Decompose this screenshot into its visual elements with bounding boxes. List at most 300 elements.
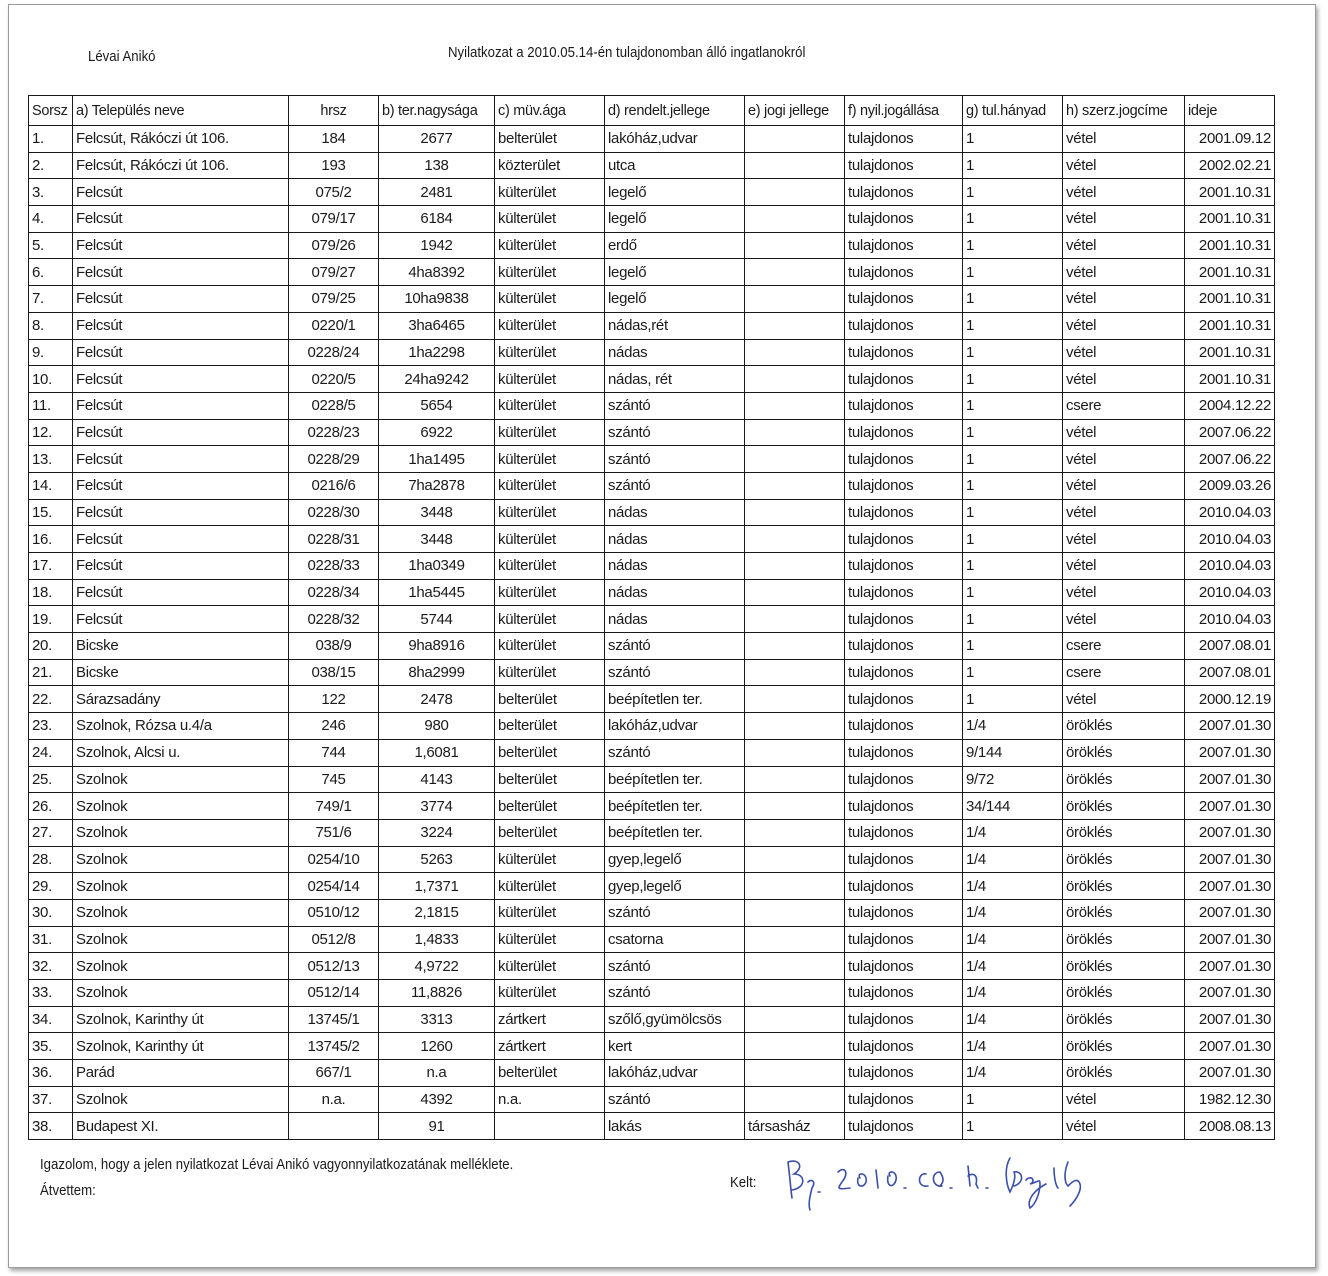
ownership-share-cell: 1 <box>963 259 1063 286</box>
settlement-name-cell: Felcsút <box>73 472 289 499</box>
settlement-name-cell: Felcsút <box>73 286 289 313</box>
row-number-cell: 21. <box>29 659 73 686</box>
row-number-cell: 1. <box>29 126 73 153</box>
acquisition-date-cell: 2007.01.30 <box>1185 846 1275 873</box>
acquisition-date-cell: 2007.01.30 <box>1185 1060 1275 1087</box>
area-size-cell: 1,4833 <box>379 926 495 953</box>
legal-type-cell <box>745 1006 845 1033</box>
settlement-name-cell: Szolnok <box>73 953 289 980</box>
settlement-name-cell: Szolnok, Alcsi u. <box>73 739 289 766</box>
cultivation-branch-cell: külterület <box>495 312 605 339</box>
designation-type-cell: szőlő,gyümölcsös <box>605 1006 745 1033</box>
acquisition-title-cell: vétel <box>1063 606 1185 633</box>
designation-type-cell: nádas,rét <box>605 312 745 339</box>
col-header: h) szerz.jogcíme <box>1063 96 1185 126</box>
acquisition-date-cell: 2007.06.22 <box>1185 419 1275 446</box>
acquisition-date-cell: 2007.01.30 <box>1185 953 1275 980</box>
cultivation-branch-cell: zártkert <box>495 1006 605 1033</box>
table-row <box>29 339 1275 366</box>
acquisition-title-cell: vétel <box>1063 286 1185 313</box>
acquisition-date-cell: 2007.06.22 <box>1185 446 1275 473</box>
lot-number-cell: 0512/14 <box>289 980 379 1007</box>
acquisition-title-cell: vétel <box>1063 419 1185 446</box>
designation-type-cell: csatorna <box>605 926 745 953</box>
lot-number-cell: 0228/23 <box>289 419 379 446</box>
table-row <box>29 366 1275 393</box>
designation-type-cell: utca <box>605 152 745 179</box>
row-number-cell: 32. <box>29 953 73 980</box>
area-size-cell: 4ha8392 <box>379 259 495 286</box>
designation-type-cell: lakóház,udvar <box>605 713 745 740</box>
settlement-name-cell: Felcsút <box>73 232 289 259</box>
legal-type-cell <box>745 579 845 606</box>
acquisition-title-cell: vétel <box>1063 1086 1185 1113</box>
cultivation-branch-cell: külterület <box>495 286 605 313</box>
acquisition-title-cell: vétel <box>1063 579 1185 606</box>
designation-type-cell: gyep,legelő <box>605 846 745 873</box>
row-number-cell: 35. <box>29 1033 73 1060</box>
legal-type-cell <box>745 419 845 446</box>
row-number-cell: 23. <box>29 713 73 740</box>
row-number-cell: 11. <box>29 392 73 419</box>
acquisition-date-cell: 2001.10.31 <box>1185 312 1275 339</box>
row-number-cell: 22. <box>29 686 73 713</box>
designation-type-cell: szántó <box>605 953 745 980</box>
designation-type-cell: erdő <box>605 232 745 259</box>
settlement-name-cell: Bicske <box>73 659 289 686</box>
area-size-cell: 138 <box>379 152 495 179</box>
acquisition-date-cell: 2004.12.22 <box>1185 392 1275 419</box>
row-number-cell: 6. <box>29 259 73 286</box>
legal-status-cell: tulajdonos <box>845 553 963 580</box>
area-size-cell: 3224 <box>379 819 495 846</box>
settlement-name-cell: Felcsút <box>73 179 289 206</box>
area-size-cell: 11,8826 <box>379 980 495 1007</box>
designation-type-cell: beépítetlen ter. <box>605 819 745 846</box>
acquisition-date-cell: 2010.04.03 <box>1185 526 1275 553</box>
area-size-cell: 6184 <box>379 206 495 233</box>
acquisition-date-cell: 2007.01.30 <box>1185 899 1275 926</box>
cultivation-branch-cell: belterület <box>495 766 605 793</box>
lot-number-cell: 0512/8 <box>289 926 379 953</box>
acquisition-title-cell: csere <box>1063 633 1185 660</box>
table-row <box>29 126 1275 153</box>
legal-type-cell <box>745 446 845 473</box>
acquisition-date-cell: 2010.04.03 <box>1185 499 1275 526</box>
legal-type-cell <box>745 206 845 233</box>
table-row <box>29 1006 1275 1033</box>
legal-status-cell: tulajdonos <box>845 686 963 713</box>
cultivation-branch-cell: külterület <box>495 446 605 473</box>
designation-type-cell: nádas <box>605 553 745 580</box>
legal-status-cell: tulajdonos <box>845 766 963 793</box>
ownership-share-cell: 1 <box>963 126 1063 153</box>
legal-status-cell: tulajdonos <box>845 579 963 606</box>
area-size-cell: 5744 <box>379 606 495 633</box>
cultivation-branch-cell: n.a. <box>495 1086 605 1113</box>
settlement-name-cell: Szolnok <box>73 1086 289 1113</box>
legal-type-cell <box>745 553 845 580</box>
lot-number-cell: 0220/1 <box>289 312 379 339</box>
designation-type-cell: szántó <box>605 419 745 446</box>
ownership-share-cell: 1 <box>963 499 1063 526</box>
acquisition-title-cell: vétel <box>1063 179 1185 206</box>
designation-type-cell: szántó <box>605 446 745 473</box>
area-size-cell: 6922 <box>379 419 495 446</box>
acquisition-date-cell: 2008.08.13 <box>1185 1113 1275 1140</box>
lot-number-cell: 038/9 <box>289 633 379 660</box>
area-size-cell: n.a <box>379 1060 495 1087</box>
area-size-cell: 1ha1495 <box>379 446 495 473</box>
designation-type-cell: beépítetlen ter. <box>605 686 745 713</box>
cultivation-branch-cell: külterület <box>495 499 605 526</box>
designation-type-cell: nádas <box>605 526 745 553</box>
acquisition-date-cell: 2007.01.30 <box>1185 1006 1275 1033</box>
cultivation-branch-cell: külterület <box>495 232 605 259</box>
legal-type-cell <box>745 259 845 286</box>
legal-type-cell <box>745 472 845 499</box>
cultivation-branch-cell: külterület <box>495 259 605 286</box>
table-row <box>29 1060 1275 1087</box>
settlement-name-cell: Felcsút <box>73 339 289 366</box>
acquisition-title-cell: csere <box>1063 659 1185 686</box>
legal-type-cell <box>745 980 845 1007</box>
cultivation-branch-cell: külterület <box>495 392 605 419</box>
row-number-cell: 33. <box>29 980 73 1007</box>
table-row <box>29 553 1275 580</box>
acquisition-title-cell: vétel <box>1063 553 1185 580</box>
legal-status-cell: tulajdonos <box>845 1006 963 1033</box>
property-table <box>28 95 1275 1140</box>
legal-status-cell: tulajdonos <box>845 286 963 313</box>
col-header: d) rendelt.jellege <box>605 96 745 126</box>
certification-note: Igazolom, hogy a jelen nyilatkozat Lévai Anikó vagyonnyilatkozatának melléklete. <box>40 1156 514 1173</box>
designation-type-cell: szántó <box>605 899 745 926</box>
settlement-name-cell: Felcsút <box>73 206 289 233</box>
lot-number-cell: 0512/13 <box>289 953 379 980</box>
row-number-cell: 29. <box>29 873 73 900</box>
settlement-name-cell: Felcsút <box>73 259 289 286</box>
row-number-cell: 17. <box>29 553 73 580</box>
acquisition-title-cell: csere <box>1063 392 1185 419</box>
ownership-share-cell: 34/144 <box>963 793 1063 820</box>
acquisition-title-cell: vétel <box>1063 232 1185 259</box>
acquisition-date-cell: 2007.01.30 <box>1185 926 1275 953</box>
legal-status-cell: tulajdonos <box>845 793 963 820</box>
area-size-cell: 91 <box>379 1113 495 1140</box>
legal-type-cell <box>745 713 845 740</box>
ownership-share-cell: 1/4 <box>963 819 1063 846</box>
area-size-cell: 4143 <box>379 766 495 793</box>
owner-name: Lévai Anikó <box>88 48 156 65</box>
designation-type-cell: nádas <box>605 606 745 633</box>
legal-type-cell <box>745 152 845 179</box>
row-number-cell: 19. <box>29 606 73 633</box>
acquisition-date-cell: 2001.10.31 <box>1185 232 1275 259</box>
area-size-cell: 10ha9838 <box>379 286 495 313</box>
ownership-share-cell: 1 <box>963 206 1063 233</box>
legal-status-cell: tulajdonos <box>845 179 963 206</box>
table-row <box>29 579 1275 606</box>
col-header: Sorsz <box>29 96 73 126</box>
table-row <box>29 713 1275 740</box>
date-label: Kelt: <box>730 1174 757 1191</box>
area-size-cell: 1260 <box>379 1033 495 1060</box>
table-row <box>29 526 1275 553</box>
legal-status-cell: tulajdonos <box>845 953 963 980</box>
table-row <box>29 1033 1275 1060</box>
ownership-share-cell: 1 <box>963 446 1063 473</box>
ownership-share-cell: 1/4 <box>963 953 1063 980</box>
area-size-cell: 3448 <box>379 499 495 526</box>
lot-number-cell: 0228/33 <box>289 553 379 580</box>
acquisition-date-cell: 2007.01.30 <box>1185 793 1275 820</box>
legal-type-cell <box>745 366 845 393</box>
legal-type-cell <box>745 926 845 953</box>
area-size-cell: 1ha5445 <box>379 579 495 606</box>
acquisition-title-cell: vétel <box>1063 446 1185 473</box>
acquisition-title-cell: vétel <box>1063 152 1185 179</box>
table-row <box>29 206 1275 233</box>
table-row <box>29 686 1275 713</box>
settlement-name-cell: Szolnok <box>73 819 289 846</box>
settlement-name-cell: Szolnok <box>73 926 289 953</box>
area-size-cell: 4392 <box>379 1086 495 1113</box>
legal-status-cell: tulajdonos <box>845 1086 963 1113</box>
acquisition-title-cell: öröklés <box>1063 873 1185 900</box>
cultivation-branch-cell: belterület <box>495 739 605 766</box>
table-row <box>29 793 1275 820</box>
lot-number-cell: 079/26 <box>289 232 379 259</box>
ownership-share-cell: 1 <box>963 339 1063 366</box>
designation-type-cell: nádas <box>605 579 745 606</box>
designation-type-cell: nádas <box>605 339 745 366</box>
settlement-name-cell: Felcsút, Rákóczi út 106. <box>73 126 289 153</box>
acquisition-date-cell: 2007.01.30 <box>1185 980 1275 1007</box>
col-header: e) jogi jellege <box>745 96 845 126</box>
legal-status-cell: tulajdonos <box>845 713 963 740</box>
ownership-share-cell: 1 <box>963 526 1063 553</box>
legal-status-cell: tulajdonos <box>845 846 963 873</box>
legal-type-cell <box>745 179 845 206</box>
designation-type-cell: beépítetlen ter. <box>605 793 745 820</box>
acquisition-date-cell: 2000.12.19 <box>1185 686 1275 713</box>
table-row <box>29 419 1275 446</box>
settlement-name-cell: Szolnok <box>73 899 289 926</box>
table-row <box>29 899 1275 926</box>
lot-number-cell: 0228/24 <box>289 339 379 366</box>
table-row <box>29 1113 1275 1140</box>
designation-type-cell: beépítetlen ter. <box>605 766 745 793</box>
acquisition-title-cell: öröklés <box>1063 793 1185 820</box>
legal-status-cell: tulajdonos <box>845 259 963 286</box>
settlement-name-cell: Felcsút <box>73 312 289 339</box>
table-row <box>29 873 1275 900</box>
lot-number-cell: 079/17 <box>289 206 379 233</box>
row-number-cell: 4. <box>29 206 73 233</box>
acquisition-date-cell: 2007.01.30 <box>1185 1033 1275 1060</box>
cultivation-branch-cell: külterület <box>495 579 605 606</box>
cultivation-branch-cell: zártkert <box>495 1033 605 1060</box>
ownership-share-cell: 1/4 <box>963 926 1063 953</box>
table-row <box>29 980 1275 1007</box>
settlement-name-cell: Felcsút <box>73 526 289 553</box>
legal-status-cell: tulajdonos <box>845 419 963 446</box>
lot-number-cell: 038/15 <box>289 659 379 686</box>
lot-number-cell: 667/1 <box>289 1060 379 1087</box>
settlement-name-cell: Szolnok <box>73 793 289 820</box>
area-size-cell: 3774 <box>379 793 495 820</box>
cultivation-branch-cell: külterület <box>495 953 605 980</box>
settlement-name-cell: Felcsút <box>73 419 289 446</box>
designation-type-cell: lakás <box>605 1113 745 1140</box>
legal-type-cell <box>745 739 845 766</box>
cultivation-branch-cell: külterület <box>495 366 605 393</box>
table-row <box>29 953 1275 980</box>
acquisition-title-cell: öröklés <box>1063 926 1185 953</box>
legal-type-cell <box>745 499 845 526</box>
acquisition-date-cell: 2007.01.30 <box>1185 739 1275 766</box>
row-number-cell: 15. <box>29 499 73 526</box>
lot-number-cell: 745 <box>289 766 379 793</box>
acquisition-title-cell: vétel <box>1063 206 1185 233</box>
lot-number-cell: 0228/5 <box>289 392 379 419</box>
designation-type-cell: gyep,legelő <box>605 873 745 900</box>
lot-number-cell: 0228/31 <box>289 526 379 553</box>
table-body <box>29 126 1275 1140</box>
table-row <box>29 633 1275 660</box>
table-row <box>29 312 1275 339</box>
row-number-cell: 31. <box>29 926 73 953</box>
area-size-cell: 1ha0349 <box>379 553 495 580</box>
ownership-share-cell: 1 <box>963 659 1063 686</box>
legal-status-cell: tulajdonos <box>845 899 963 926</box>
legal-type-cell <box>745 819 845 846</box>
lot-number-cell: 13745/2 <box>289 1033 379 1060</box>
row-number-cell: 13. <box>29 446 73 473</box>
legal-type-cell <box>745 686 845 713</box>
acquisition-date-cell: 1982.12.30 <box>1185 1086 1275 1113</box>
area-size-cell: 3ha6465 <box>379 312 495 339</box>
ownership-share-cell: 1/4 <box>963 713 1063 740</box>
row-number-cell: 5. <box>29 232 73 259</box>
legal-status-cell: tulajdonos <box>845 446 963 473</box>
cultivation-branch-cell: külterület <box>495 179 605 206</box>
row-number-cell: 34. <box>29 1006 73 1033</box>
ownership-share-cell: 1 <box>963 179 1063 206</box>
designation-type-cell: legelő <box>605 259 745 286</box>
table-row <box>29 739 1275 766</box>
acquisition-title-cell: öröklés <box>1063 819 1185 846</box>
legal-status-cell: tulajdonos <box>845 206 963 233</box>
col-header: f) nyil.jogállása <box>845 96 963 126</box>
table-row <box>29 232 1275 259</box>
lot-number-cell: 246 <box>289 713 379 740</box>
lot-number-cell: 079/27 <box>289 259 379 286</box>
acquisition-date-cell: 2007.01.30 <box>1185 766 1275 793</box>
designation-type-cell: szántó <box>605 633 745 660</box>
row-number-cell: 26. <box>29 793 73 820</box>
cultivation-branch-cell: belterület <box>495 713 605 740</box>
legal-status-cell: tulajdonos <box>845 392 963 419</box>
table-header-row <box>29 96 1275 126</box>
designation-type-cell: szántó <box>605 472 745 499</box>
legal-type-cell: társasház <box>745 1113 845 1140</box>
ownership-share-cell: 1/4 <box>963 1033 1063 1060</box>
cultivation-branch-cell: külterület <box>495 472 605 499</box>
lot-number-cell: n.a. <box>289 1086 379 1113</box>
table-row <box>29 1086 1275 1113</box>
ownership-share-cell: 1/4 <box>963 899 1063 926</box>
table-row <box>29 659 1275 686</box>
cultivation-branch-cell: külterület <box>495 419 605 446</box>
legal-type-cell <box>745 766 845 793</box>
lot-number-cell: 0228/30 <box>289 499 379 526</box>
legal-type-cell <box>745 659 845 686</box>
row-number-cell: 8. <box>29 312 73 339</box>
area-size-cell: 3313 <box>379 1006 495 1033</box>
lot-number-cell: 122 <box>289 686 379 713</box>
lot-number-cell: 0254/14 <box>289 873 379 900</box>
ownership-share-cell: 1 <box>963 579 1063 606</box>
cultivation-branch-cell: közterület <box>495 152 605 179</box>
document-title: Nyilatkozat a 2010.05.14-én tulajdonomban álló ingatlanokról <box>448 44 806 61</box>
acquisition-date-cell: 2007.01.30 <box>1185 819 1275 846</box>
cultivation-branch-cell: belterület <box>495 686 605 713</box>
legal-status-cell: tulajdonos <box>845 339 963 366</box>
table-row <box>29 179 1275 206</box>
lot-number-cell: 749/1 <box>289 793 379 820</box>
table-row <box>29 472 1275 499</box>
row-number-cell: 7. <box>29 286 73 313</box>
settlement-name-cell: Felcsút <box>73 553 289 580</box>
settlement-name-cell: Felcsút <box>73 579 289 606</box>
area-size-cell: 4,9722 <box>379 953 495 980</box>
acquisition-date-cell: 2001.10.31 <box>1185 339 1275 366</box>
settlement-name-cell: Bicske <box>73 633 289 660</box>
col-header: ideje <box>1185 96 1275 126</box>
col-header: c) müv.ága <box>495 96 605 126</box>
designation-type-cell: legelő <box>605 206 745 233</box>
lot-number-cell: 0228/32 <box>289 606 379 633</box>
area-size-cell: 24ha9242 <box>379 366 495 393</box>
lot-number-cell: 0220/5 <box>289 366 379 393</box>
area-size-cell: 1942 <box>379 232 495 259</box>
settlement-name-cell: Szolnok, Karinthy út <box>73 1006 289 1033</box>
table-row <box>29 152 1275 179</box>
area-size-cell: 2,1815 <box>379 899 495 926</box>
legal-type-cell <box>745 899 845 926</box>
legal-status-cell: tulajdonos <box>845 1113 963 1140</box>
row-number-cell: 18. <box>29 579 73 606</box>
acquisition-title-cell: vétel <box>1063 526 1185 553</box>
ownership-share-cell: 1/4 <box>963 1006 1063 1033</box>
acquisition-title-cell: öröklés <box>1063 1033 1185 1060</box>
legal-status-cell: tulajdonos <box>845 926 963 953</box>
cultivation-branch-cell: külterület <box>495 873 605 900</box>
ownership-share-cell: 1 <box>963 286 1063 313</box>
ownership-share-cell: 1 <box>963 419 1063 446</box>
settlement-name-cell: Felcsút <box>73 366 289 393</box>
acquisition-date-cell: 2007.08.01 <box>1185 633 1275 660</box>
col-header: a) Település neve <box>73 96 289 126</box>
legal-type-cell <box>745 1033 845 1060</box>
legal-type-cell <box>745 126 845 153</box>
cultivation-branch-cell: külterület <box>495 926 605 953</box>
designation-type-cell: legelő <box>605 179 745 206</box>
cultivation-branch-cell: külterület <box>495 633 605 660</box>
ownership-share-cell: 1 <box>963 1086 1063 1113</box>
